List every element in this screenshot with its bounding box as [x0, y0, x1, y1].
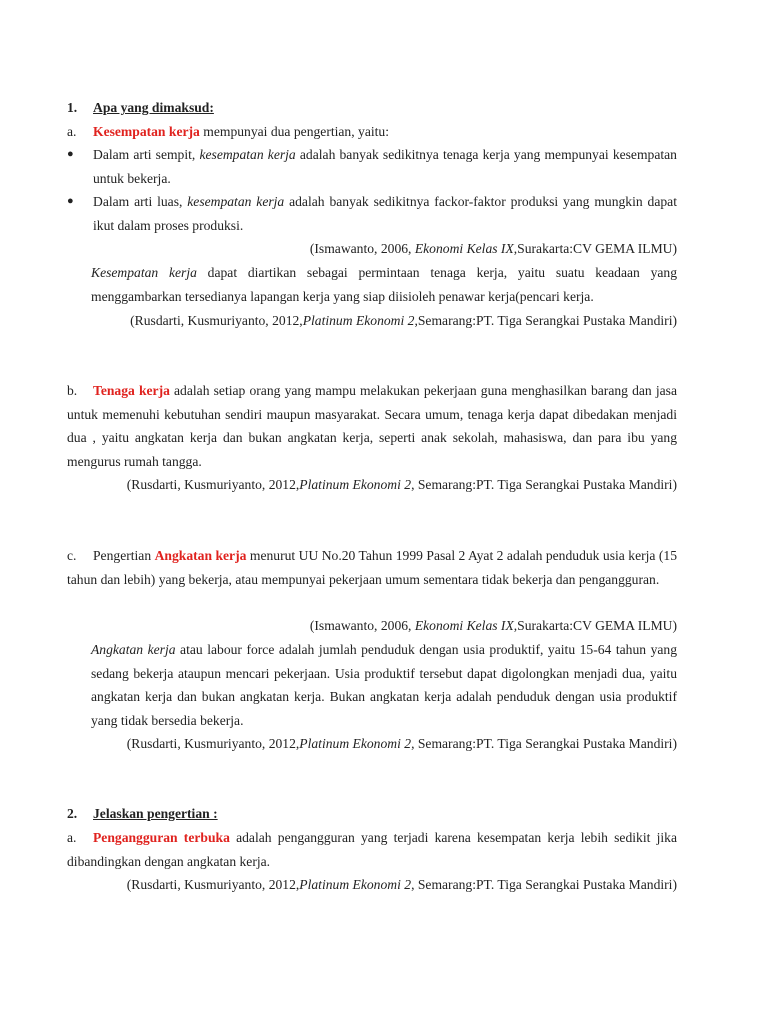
section-number: 2. [67, 806, 78, 821]
item-text: menurut UU No.20 Tahun 1999 Pasal 2 Ayat 2 adalah penduduk usia kerja (15 tahun dan lebih) yang bekerja, atau mempunyai pekerjaan umum sementara tidak bekerja dan pengangguran. [67, 548, 678, 587]
text-run: Dalam arti luas, [93, 194, 188, 209]
book-title: Platinum Ekonomi 2 [299, 477, 412, 492]
citation [67, 237, 677, 261]
text-run: ,Semarang:PT. Tiga Serangkai Pustaka Mandiri) [414, 313, 677, 328]
text-run: Pengertian [93, 548, 155, 563]
book-title: Ekonomi Kelas IX [414, 241, 514, 256]
section-title: Jelaskan pengertian : [93, 806, 218, 821]
citation [120, 732, 677, 756]
bullet-text [93, 190, 677, 237]
highlight-term: Kesempatan kerja [93, 124, 200, 139]
item-label: b. [67, 383, 78, 398]
bullet-text [93, 143, 677, 190]
highlight-term: Pengangguran terbuka [93, 830, 230, 845]
italic-term: Angkatan kerja [91, 642, 176, 657]
text-run: , Semarang:PT. Tiga Serangkai Pustaka Mandiri) [411, 736, 677, 751]
text-run: ,Surakarta:CV GEMA ILMU) [513, 241, 677, 256]
item-label: c. [67, 548, 77, 563]
text-run: ,Surakarta:CV GEMA ILMU) [513, 618, 677, 633]
italic-term: kesempatan kerja [187, 194, 285, 209]
paragraph [91, 638, 677, 732]
item-text: mempunyai dua pengertian, yaitu: [199, 124, 389, 139]
italic-term: kesempatan kerja [199, 147, 296, 162]
text-run: (Ismawanto, 2006, [309, 618, 415, 633]
book-title: Ekonomi Kelas IX [414, 618, 514, 633]
book-title: Platinum Ekonomi 2 [299, 877, 412, 892]
text-run: dapat diartikan sebagai permintaan tenaga kerja, yaitu suatu keadaan yang menggambarkan tersedianya lapangan kerja yang siap diisioleh penawar kerja(pencari kerja. [91, 265, 677, 304]
section-title: Apa yang dimaksud: [93, 100, 214, 115]
paragraph [91, 261, 677, 308]
text-run: , Semarang:PT. Tiga Serangkai Pustaka Mandiri) [411, 877, 677, 892]
text-run: (Rusdarti, Kusmuriyanto, 2012, [130, 313, 303, 328]
section-number: 1. [67, 100, 78, 115]
item-1c [67, 544, 677, 591]
text-run: (Rusdarti, Kusmuriyanto, 2012, [126, 877, 300, 892]
section-1-heading [67, 96, 677, 120]
text-run: atau labour force adalah jumlah penduduk dengan usia produktif, yaitu 15-64 tahun yang sedang bekerja ataupun mencari pekerjaan. Usia produktif tersebut dapat digolongkan menjadi dua, yaitu angkatan kerja dan bukan angkatan kerja. Bukan angkatan kerja adalah penduduk dengan usia produktif yang tidak bersedia bekerja. [91, 642, 677, 728]
text-run: , Semarang:PT. Tiga Serangkai Pustaka Mandiri) [411, 477, 677, 492]
citation [120, 309, 677, 333]
bullet-item [67, 190, 677, 237]
text-run: adalah banyak sedikitnya tenaga kerja yang mempunyai kesempatan untuk bekerja. [93, 147, 677, 186]
text-run: adalah banyak sedikitnya fackor-faktor produksi yang mungkin dapat ikut dalam proses produksi. [93, 194, 677, 233]
item-1b [67, 379, 677, 473]
citation [120, 473, 677, 497]
bullet-icon: ● [67, 148, 74, 160]
italic-term: Kesempatan kerja [91, 265, 197, 280]
highlight-term: Angkatan kerja [154, 548, 247, 563]
item-label: a. [67, 830, 77, 845]
item-text: adalah setiap orang yang mampu melakukan pekerjaan guna menghasilkan barang dan jasa untuk memenuhi kebutuhan sendiri maupun masyarakat. Secara umum, tenaga kerja dapat dibedakan menjadi dua , yaitu angkatan kerja dan bukan angkatan kerja, seperti anak sekolah, mahasiswa, dan para ibu yang mengurus rumah tangga. [67, 383, 677, 469]
citation [120, 873, 677, 897]
text-run: Dalam arti sempit, [93, 147, 200, 162]
item-2a [67, 826, 677, 873]
book-title: Platinum Ekonomi 2 [302, 313, 415, 328]
book-title: Platinum Ekonomi 2 [299, 736, 412, 751]
section-2-heading [67, 802, 677, 826]
text-run: (Rusdarti, Kusmuriyanto, 2012, [126, 736, 300, 751]
text-run: (Rusdarti, Kusmuriyanto, 2012, [126, 477, 300, 492]
text-run: (Ismawanto, 2006, [309, 241, 415, 256]
bullet-icon: ● [67, 195, 74, 207]
item-text: adalah pengangguran yang terjadi karena kesempatan kerja lebih sedikit jika dibandingkan dengan angkatan kerja. [67, 830, 677, 869]
item-label: a. [67, 124, 77, 139]
bullet-item [67, 143, 677, 190]
highlight-term: Tenaga kerja [93, 383, 170, 398]
item-1a-intro [67, 120, 677, 144]
citation [67, 614, 677, 638]
